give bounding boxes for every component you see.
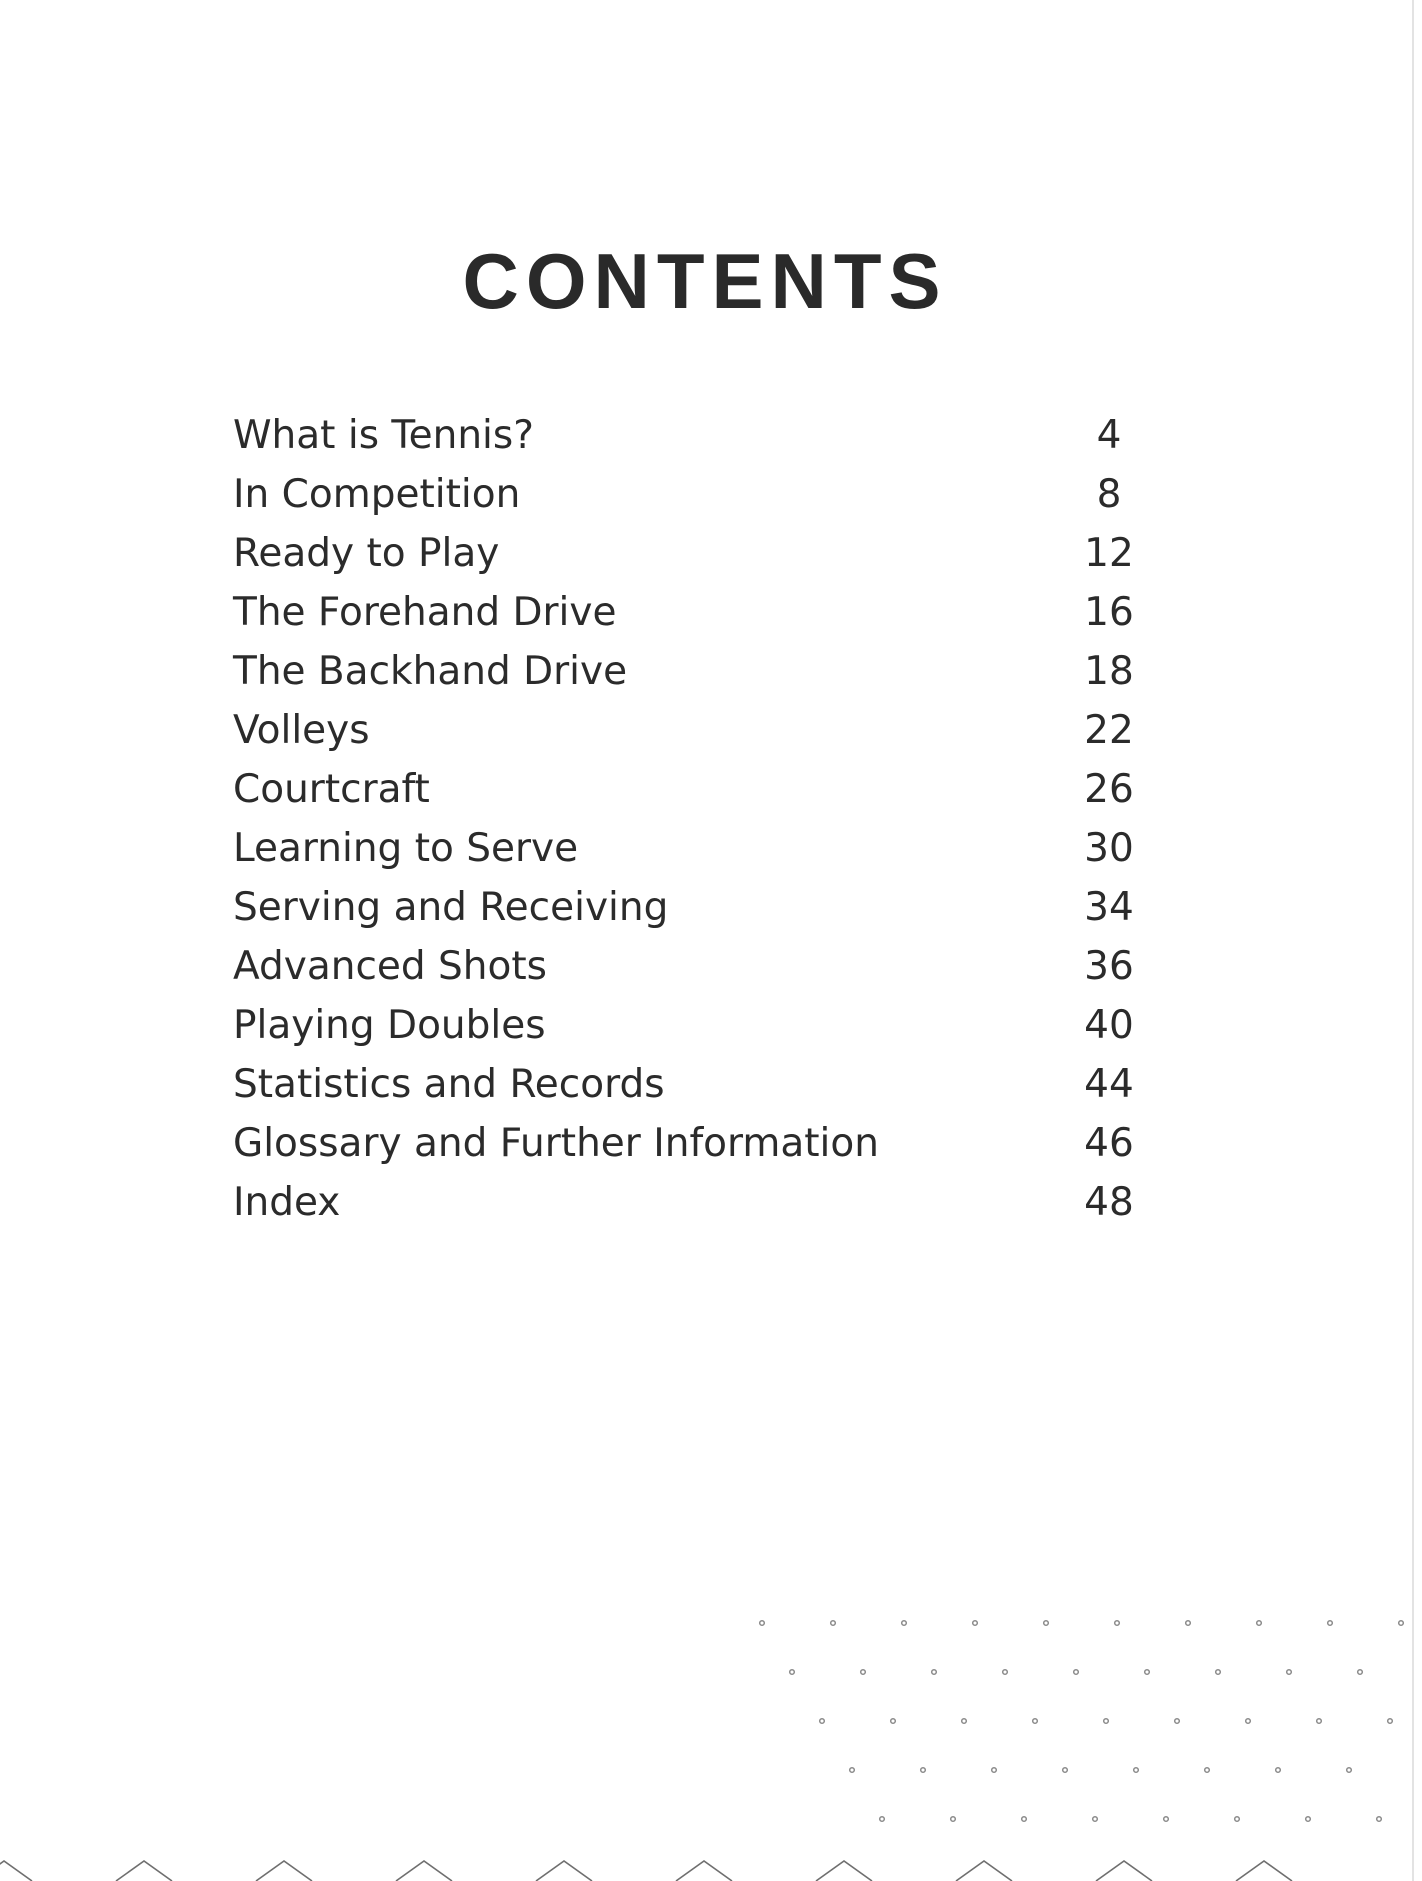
toc-entry[interactable] bbox=[233, 819, 1149, 878]
decor-dot bbox=[1022, 1817, 1027, 1822]
decor-dot bbox=[1134, 1768, 1139, 1773]
toc-entry[interactable] bbox=[233, 996, 1149, 1055]
toc-entry-page: 36 bbox=[1084, 944, 1134, 989]
decor-dot bbox=[1287, 1670, 1292, 1675]
decor-dot bbox=[1306, 1817, 1311, 1822]
toc-entry[interactable] bbox=[233, 1055, 1149, 1114]
toc-entry[interactable] bbox=[233, 1114, 1149, 1173]
toc-entry[interactable] bbox=[233, 760, 1149, 819]
decor-dot bbox=[861, 1670, 866, 1675]
toc-entry-page: 44 bbox=[1084, 1062, 1134, 1107]
toc-entry[interactable] bbox=[233, 701, 1149, 760]
decor-chevron bbox=[956, 1861, 1012, 1881]
decor-dot bbox=[1216, 1670, 1221, 1675]
toc-entry[interactable] bbox=[233, 406, 1149, 465]
decor-dot bbox=[1003, 1670, 1008, 1675]
decor-dot bbox=[902, 1621, 907, 1626]
decor-dot bbox=[880, 1817, 885, 1822]
toc-entry[interactable] bbox=[233, 1173, 1149, 1232]
toc-entry-page: 48 bbox=[1084, 1180, 1134, 1225]
toc-entry[interactable] bbox=[233, 878, 1149, 937]
decor-dot bbox=[1276, 1768, 1281, 1773]
decor-dot bbox=[891, 1719, 896, 1724]
toc-entry-label: In Competition bbox=[233, 472, 521, 517]
decor-chevron bbox=[1236, 1861, 1292, 1881]
toc-entry-page: 4 bbox=[1096, 413, 1122, 458]
decor-dot bbox=[1205, 1768, 1210, 1773]
toc-entry-label: What is Tennis? bbox=[233, 413, 534, 458]
decor-dot bbox=[932, 1670, 937, 1675]
toc-entry-page: 16 bbox=[1084, 590, 1134, 635]
toc-entry-page: 46 bbox=[1084, 1121, 1134, 1166]
decor-chevron bbox=[116, 1861, 172, 1881]
toc-entry-page: 30 bbox=[1084, 826, 1134, 871]
decor-chevron bbox=[676, 1861, 732, 1881]
decor-dot bbox=[1235, 1817, 1240, 1822]
decor-dot bbox=[1115, 1621, 1120, 1626]
decor-dot bbox=[760, 1621, 765, 1626]
toc-entry-label: The Forehand Drive bbox=[233, 590, 617, 635]
chevron-border-decoration bbox=[0, 1861, 1292, 1881]
decor-dot bbox=[1246, 1719, 1251, 1724]
toc-entry-label: Statistics and Records bbox=[233, 1062, 665, 1107]
decor-dot bbox=[1175, 1719, 1180, 1724]
decor-dot bbox=[790, 1670, 795, 1675]
dot-grid-decoration bbox=[760, 1621, 1404, 1822]
page-edge bbox=[1412, 0, 1414, 1881]
decor-dot bbox=[1104, 1719, 1109, 1724]
decor-dot bbox=[1358, 1670, 1363, 1675]
toc-entry-page: 34 bbox=[1084, 885, 1134, 930]
toc-entry-label: Ready to Play bbox=[233, 531, 500, 576]
toc-entry-page: 8 bbox=[1096, 472, 1122, 517]
decor-dot bbox=[1347, 1768, 1352, 1773]
decor-dot bbox=[1328, 1621, 1333, 1626]
toc-entry-page: 18 bbox=[1084, 649, 1134, 694]
decor-dot bbox=[850, 1768, 855, 1773]
decor-dot bbox=[1145, 1670, 1150, 1675]
decor-chevron bbox=[0, 1861, 32, 1881]
toc-entry-page: 40 bbox=[1084, 1003, 1134, 1048]
toc-entry-page: 26 bbox=[1084, 767, 1134, 812]
toc-entry-page: 22 bbox=[1084, 708, 1134, 753]
decor-dot bbox=[1317, 1719, 1322, 1724]
decor-dot bbox=[973, 1621, 978, 1626]
decor-dot bbox=[1164, 1817, 1169, 1822]
decor-chevron bbox=[536, 1861, 592, 1881]
decor-dot bbox=[921, 1768, 926, 1773]
toc-entry[interactable] bbox=[233, 524, 1149, 583]
toc-entry-label: Learning to Serve bbox=[233, 826, 579, 871]
decor-dot bbox=[1257, 1621, 1262, 1626]
decor-dot bbox=[1044, 1621, 1049, 1626]
decor-dot bbox=[1377, 1817, 1382, 1822]
toc-entry-page: 12 bbox=[1084, 531, 1134, 576]
toc-entry[interactable] bbox=[233, 465, 1149, 524]
decor-dot bbox=[962, 1719, 967, 1724]
toc-entry[interactable] bbox=[233, 642, 1149, 701]
toc-entry[interactable] bbox=[233, 583, 1149, 642]
decor-dot bbox=[831, 1621, 836, 1626]
decor-chevron bbox=[816, 1861, 872, 1881]
toc-entry-label: The Backhand Drive bbox=[233, 649, 628, 694]
decor-dot bbox=[1388, 1719, 1393, 1724]
toc-entry-label: Index bbox=[233, 1180, 341, 1225]
toc-entry-label: Courtcraft bbox=[233, 767, 430, 812]
toc-entry[interactable] bbox=[233, 937, 1149, 996]
decor-dot bbox=[1063, 1768, 1068, 1773]
toc-entry-label: Serving and Receiving bbox=[233, 885, 669, 930]
table-of-contents bbox=[233, 406, 1149, 1232]
decor-dot bbox=[1033, 1719, 1038, 1724]
toc-entry-label: Playing Doubles bbox=[233, 1003, 546, 1048]
decor-dot bbox=[992, 1768, 997, 1773]
decor-chevron bbox=[1096, 1861, 1152, 1881]
decor-chevron bbox=[396, 1861, 452, 1881]
decor-chevron bbox=[256, 1861, 312, 1881]
toc-entry-label: Glossary and Further Information bbox=[233, 1121, 879, 1166]
decor-dot bbox=[1399, 1621, 1404, 1626]
page-title: CONTENTS bbox=[462, 237, 948, 325]
decor-dot bbox=[1093, 1817, 1098, 1822]
decor-dot bbox=[1186, 1621, 1191, 1626]
decor-dot bbox=[951, 1817, 956, 1822]
decor-dot bbox=[820, 1719, 825, 1724]
toc-entry-label: Volleys bbox=[233, 708, 370, 753]
toc-entry-label: Advanced Shots bbox=[233, 944, 547, 989]
decor-dot bbox=[1074, 1670, 1079, 1675]
